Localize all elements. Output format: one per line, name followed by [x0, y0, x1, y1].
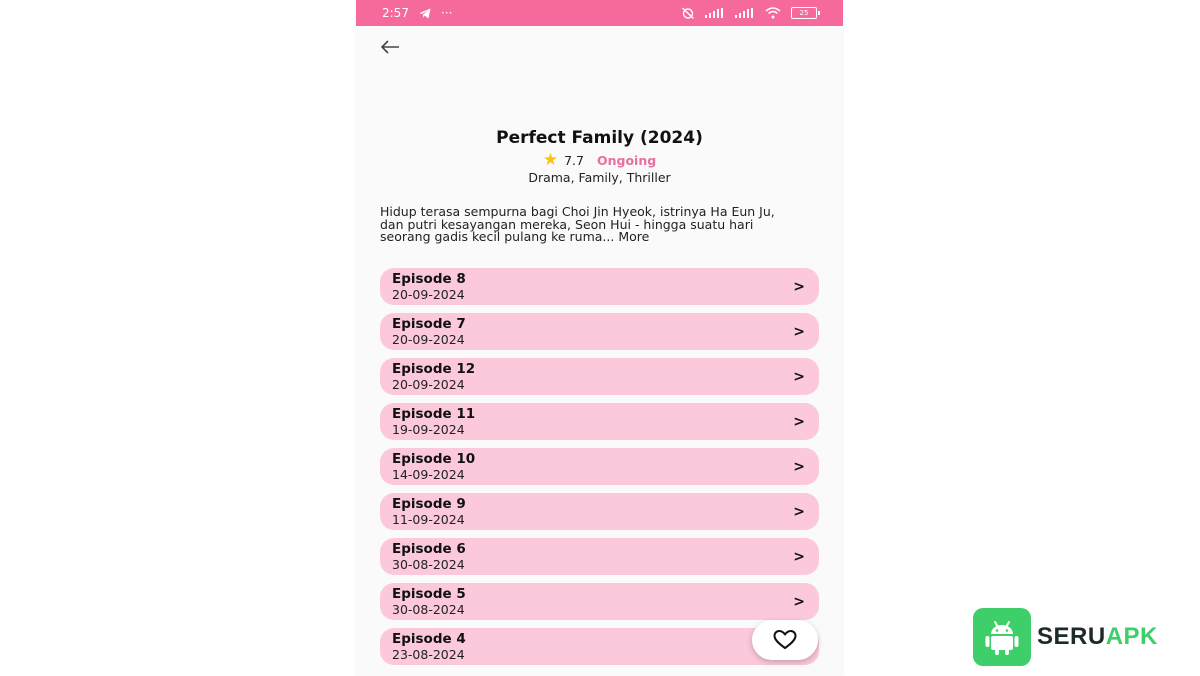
favorite-button[interactable] — [752, 620, 818, 660]
episode-item[interactable] — [380, 448, 819, 485]
episode-item[interactable] — [380, 583, 819, 620]
synopsis-text: Hidup terasa sempurna bagi Choi Jin Hyeok, istrinya Ha Eun Ju, dan putri kesayangan mereka, Seon Hui - hingga suatu hari seorang gadis kecil pulang ke ruma... — [380, 204, 775, 244]
chevron-right-icon: > — [793, 278, 805, 295]
episode-name: Episode 6 — [392, 540, 466, 557]
episode-date: 30-08-2024 — [392, 601, 465, 617]
genres: Drama, Family, Thriller — [528, 170, 671, 185]
episode-date: 20-09-2024 — [392, 376, 465, 392]
episode-date: 11-09-2024 — [392, 511, 465, 527]
chevron-right-icon: > — [793, 593, 805, 610]
episode-date: 20-09-2024 — [392, 286, 465, 302]
episode-date: 30-08-2024 — [392, 556, 465, 572]
telegram-icon — [419, 8, 431, 19]
status-time: 2:57 — [382, 6, 409, 20]
status-more-dots: ··· — [440, 6, 453, 20]
back-arrow-icon — [380, 40, 400, 54]
status-badge: Ongoing — [596, 153, 657, 168]
episode-name: Episode 10 — [392, 450, 476, 467]
episode-date: 19-09-2024 — [392, 421, 465, 437]
chevron-right-icon: > — [793, 548, 805, 565]
watermark-brand-2: APK — [1105, 623, 1158, 650]
signal-icon — [705, 8, 725, 18]
episode-item[interactable] — [380, 313, 819, 350]
episode-name: Episode 4 — [392, 630, 466, 647]
episode-name: Episode 7 — [392, 315, 466, 332]
episode-list — [380, 268, 819, 665]
episode-name: Episode 8 — [392, 270, 466, 287]
alarm-off-icon — [681, 7, 695, 19]
chevron-right-icon: > — [793, 458, 805, 475]
episode-name: Episode 11 — [392, 405, 476, 422]
synopsis — [380, 206, 800, 244]
episode-item[interactable] — [380, 403, 819, 440]
status-right — [681, 7, 817, 19]
chevron-right-icon: > — [793, 503, 805, 520]
episode-item[interactable] — [380, 268, 819, 305]
star-icon: ★ — [542, 150, 559, 170]
watermark-logo — [973, 608, 1158, 666]
watermark-brand-1: SERU — [1037, 623, 1106, 650]
episode-date: 23-08-2024 — [392, 646, 465, 662]
heart-icon — [773, 630, 797, 650]
more-link[interactable]: More — [618, 229, 650, 244]
episode-date: 20-09-2024 — [392, 331, 465, 347]
watermark-text — [1037, 623, 1158, 651]
phone-screen — [356, 0, 843, 676]
signal-icon-2 — [735, 8, 755, 18]
android-icon — [973, 608, 1031, 666]
show-meta — [356, 152, 843, 169]
status-left — [382, 6, 452, 20]
battery-icon: 25 — [791, 7, 817, 19]
wifi-icon — [765, 7, 781, 19]
episode-name: Episode 9 — [392, 495, 466, 512]
status-bar — [356, 0, 843, 26]
back-button[interactable] — [378, 36, 402, 58]
episode-item[interactable] — [380, 358, 819, 395]
rating-value: 7.7 — [564, 153, 584, 168]
episode-item[interactable] — [380, 538, 819, 575]
episode-item[interactable] — [380, 493, 819, 530]
episode-name: Episode 5 — [392, 585, 466, 602]
episode-date: 14-09-2024 — [392, 466, 465, 482]
episode-name: Episode 12 — [392, 360, 476, 377]
chevron-right-icon: > — [793, 323, 805, 340]
chevron-right-icon: > — [793, 413, 805, 430]
chevron-right-icon: > — [793, 368, 805, 385]
show-title: Perfect Family (2024) — [496, 128, 703, 148]
